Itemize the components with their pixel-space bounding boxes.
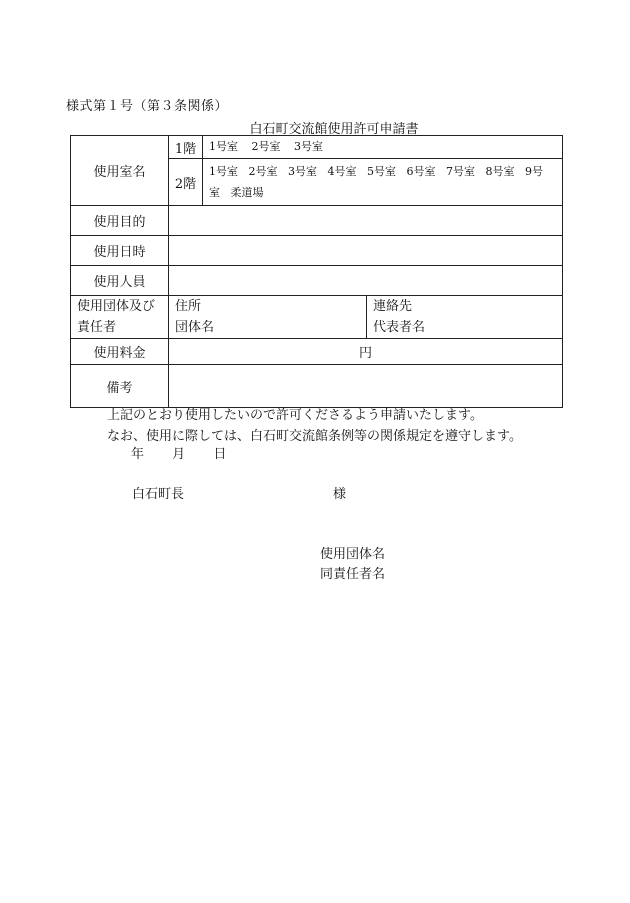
group-responsible-label (71, 296, 169, 339)
address-label: 住所 (175, 299, 202, 314)
floor2-label: 2階 (169, 159, 203, 206)
document-title-text: 白石町交流館使用許可申請書 (249, 122, 419, 137)
group-label-line2: 責任者 (77, 320, 117, 335)
group-name-label: 団体名 (175, 320, 215, 335)
floor2-room-6[interactable]: 6号室 (406, 165, 436, 178)
purpose-field[interactable] (169, 206, 563, 236)
purpose-label: 使用目的 (71, 206, 169, 236)
date-year: 年 (131, 447, 145, 462)
floor2-room-7[interactable]: 7号室 (446, 165, 475, 178)
floor2-room-3[interactable]: 3号室 (288, 165, 317, 178)
floor2-room-4[interactable]: 4号室 (327, 165, 357, 178)
addressee-name: 白石町長 (132, 487, 185, 502)
floor2-rooms (203, 159, 563, 206)
statement-line1: 上記のとおり使用したいので許可くださるよう申請いたします。 (107, 408, 483, 423)
floor1-room-1[interactable]: 1号室 (209, 140, 238, 153)
floor1-room-3[interactable]: 3号室 (294, 140, 323, 153)
floor2-room-5[interactable]: 5号室 (367, 165, 396, 178)
form-number: 様式第１号（第３条関係） (66, 99, 229, 114)
applicant-responsible-label: 同責任者名 (320, 567, 386, 582)
people-label: 使用人員 (71, 266, 169, 296)
datetime-label: 使用日時 (71, 236, 169, 266)
addressee-honorific: 様 (333, 487, 347, 502)
floor1-label: 1階 (169, 136, 203, 159)
date-day: 日 (213, 447, 227, 462)
fee-unit: 円 (358, 346, 372, 361)
date-line (131, 443, 250, 462)
floor1-rooms (203, 136, 563, 159)
applicant-group-label: 使用団体名 (320, 547, 386, 562)
statement-line2: なお、使用に際しては、白石町交流館条例等の関係規定を遵守します。 (107, 429, 522, 444)
date-month: 月 (172, 447, 186, 462)
group-address-cell[interactable] (169, 296, 367, 339)
remarks-label: 備考 (71, 365, 169, 408)
remarks-field[interactable] (169, 365, 563, 408)
application-table (70, 135, 563, 408)
floor1-room-2[interactable]: 2号室 (251, 140, 281, 153)
contact-label: 連絡先 (373, 299, 413, 314)
representative-label: 代表者名 (373, 320, 426, 335)
floor2-room-judo[interactable]: 柔道場 (230, 186, 264, 199)
floor2-room-9[interactable]: 9号室 (209, 165, 543, 199)
floor2-room-8[interactable]: 8号室 (485, 165, 515, 178)
floor2-room-2[interactable]: 2号室 (248, 165, 278, 178)
contact-cell[interactable] (367, 296, 563, 339)
fee-label: 使用料金 (71, 339, 169, 365)
floor2-room-1[interactable]: 1号室 (209, 165, 238, 178)
room-name-label: 使用室名 (71, 136, 169, 206)
people-field[interactable] (169, 266, 563, 296)
group-label-line1: 使用団体及び (77, 299, 156, 314)
datetime-field[interactable] (169, 236, 563, 266)
fee-field[interactable] (169, 339, 563, 365)
